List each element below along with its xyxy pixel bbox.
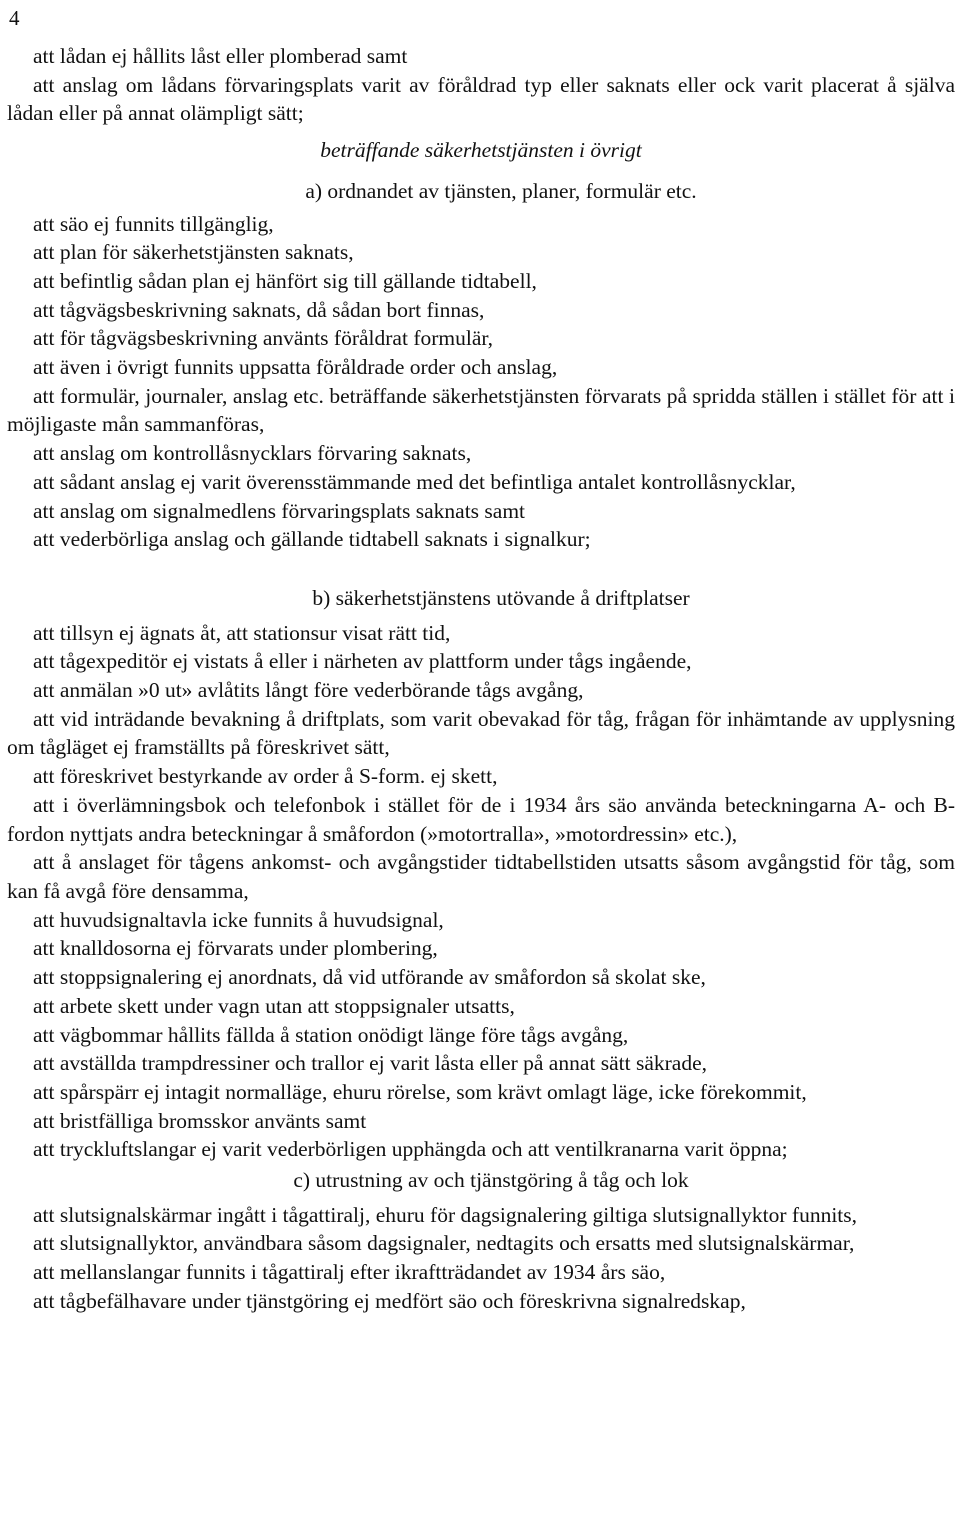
list-item: att huvudsignaltavla icke funnits å huvudsignal, xyxy=(33,907,444,932)
list-item: att vederbörliga anslag och gällande tidtabell saknats i signalkur; xyxy=(33,527,591,552)
list-item: att slutsignallyktor, användbara såsom dagsignaler, nedtagits och ersatts med slutsignalskärmar, xyxy=(33,1231,855,1256)
list-item: att knalldosorna ej förvarats under plombering, xyxy=(33,936,438,961)
list-item: att å anslaget för tågens ankomst- och avgångstider tidtabellstiden utsatts såsom avgångstid för tåg, som kan få avgå före densamma, xyxy=(7,850,955,903)
list-item: att föreskrivet bestyrkande av order å S-form. ej skett, xyxy=(33,764,498,789)
section-a xyxy=(7,177,955,554)
paragraph: att lådan ej hållits låst eller plomberad samt xyxy=(33,44,408,68)
list-item: att formulär, journaler, anslag etc. beträffande säkerhetstjänsten förvarats på spridda ställen i stället för att i möjligaste mån sammanföras, xyxy=(7,383,955,437)
list-item: att stoppsignalering ej anordnats, då vid utförande av småfordon så skolat ske, xyxy=(33,965,706,990)
list-item: att säo ej funnits tillgänglig, xyxy=(33,211,274,236)
list-item: att avställda trampdressiner och trallor ej varit låsta eller på annat sätt säkrade, xyxy=(33,1051,707,1076)
list-item: att anslag om signalmedlens förvaringsplats saknats samt xyxy=(33,498,526,523)
list-item: att i överlämningsbok och telefonbok i stället för de i 1934 års säo använda beteckningarna A- och B-fordon nyttjats andra beteckningar å småfordon (»motortralla», »motordressin» etc.), xyxy=(7,792,955,846)
list-item: att även i övrigt funnits uppsatta föråldrade order och anslag, xyxy=(33,355,558,380)
paragraph: att anslag om lådans förvaringsplats varit av föråldrad typ eller saknats eller ock varit placerat å själva lådan eller på annat olämpligt sätt; xyxy=(7,72,955,126)
list-item: att anmälan »0 ut» avlåtits långt före vederbörande tågs avgång, xyxy=(33,678,584,703)
list-item: att bristfälliga bromsskor använts samt xyxy=(33,1108,367,1133)
list-item: att anslag om kontrollåsnycklars förvaring saknats, xyxy=(33,441,472,466)
list-item: att mellanslangar funnits i tågattiralj efter ikraftträdandet av 1934 års säo, xyxy=(33,1260,666,1285)
list-item: att tryckluftslangar ej varit vederbörligen upphängda och att ventilkranarna varit öppna; xyxy=(33,1137,788,1162)
list-item: att slutsignalskärmar ingått i tågattiralj, ehuru för dagsignalering giltiga slutsignallyktor funnits, xyxy=(33,1202,858,1227)
section-b xyxy=(7,584,955,1164)
section-a-heading: a) ordnandet av tjänsten, planer, formulär etc. xyxy=(305,178,697,203)
page-number: 4 xyxy=(9,6,20,30)
list-item: att plan för säkerhetstjänsten saknats, xyxy=(33,240,354,265)
list-item: att tillsyn ej ägnats åt, att stationsur visat rätt tid, xyxy=(33,620,451,645)
list-item: att arbete skett under vagn utan att stoppsignaler utsatts, xyxy=(33,993,515,1018)
body-text xyxy=(7,42,955,1316)
section-b-heading: b) säkerhetstjänstens utövande å driftplatser xyxy=(312,585,690,610)
list-item: att tågbefälhavare under tjänstgöring ej medfört säo och föreskrivna signalredskap, xyxy=(33,1288,746,1313)
list-item: att befintlig sådan plan ej hänfört sig till gällande tidtabell, xyxy=(33,268,537,293)
list-item: att tågvägsbeskrivning saknats, då sådan bort finnas, xyxy=(33,297,485,322)
list-item: att vägbommar hållits fällda å station onödigt länge före tågs avgång, xyxy=(33,1022,629,1047)
list-item: att för tågvägsbeskrivning använts föråldrat formulär, xyxy=(33,326,494,351)
list-item: att spårspärr ej intagit normalläge, ehuru rörelse, som krävt omlagt läge, icke förekommit, xyxy=(33,1079,807,1104)
list-item: att vid inträdande bevakning å driftplats, som varit obevakad för tåg, frågan för inhämtande av upplysning om tågläget ej framställts på föreskrivet sätt, xyxy=(7,706,955,760)
section-c xyxy=(7,1166,955,1316)
section-c-heading: c) utrustning av och tjänstgöring å tåg och lok xyxy=(293,1168,689,1193)
list-item: att sådant anslag ej varit överensstämmande med det befintliga antalet kontrollåsnycklar, xyxy=(33,469,796,494)
section-title: beträffande säkerhetstjänsten i övrigt xyxy=(320,138,642,163)
list-item: att tågexpeditör ej vistats å eller i närheten av plattform under tågs ingående, xyxy=(33,649,692,674)
intro-block xyxy=(7,42,955,128)
